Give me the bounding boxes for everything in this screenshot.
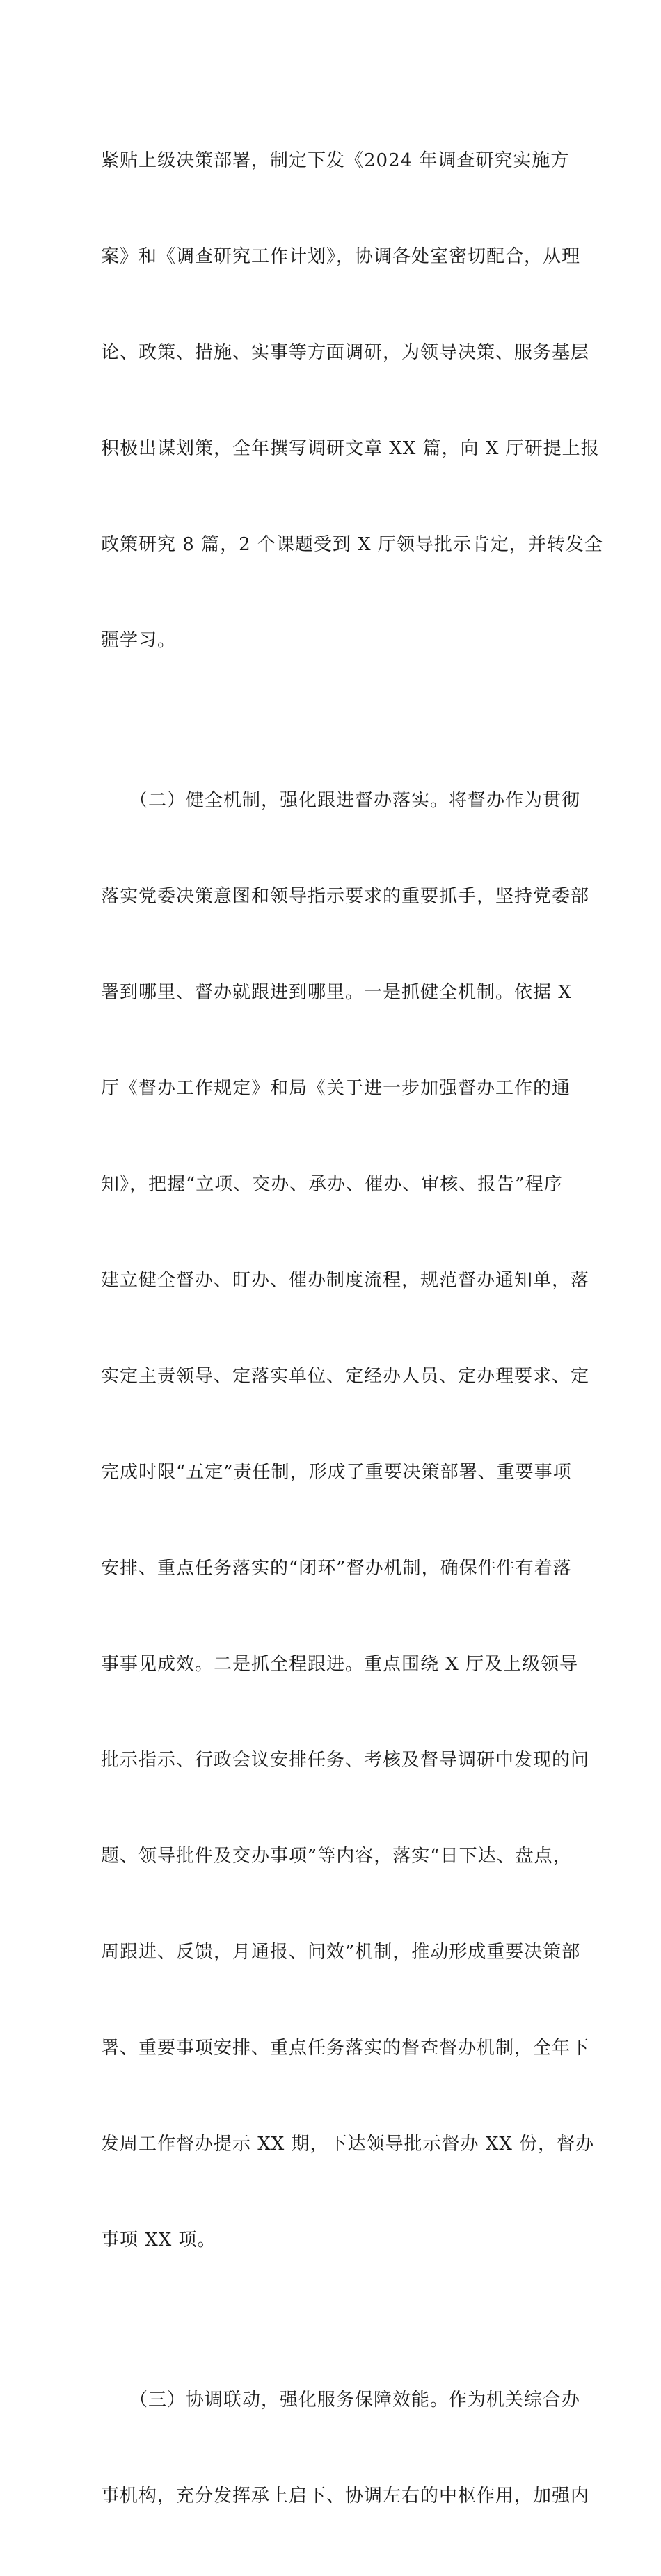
paragraph-research	[101, 81, 603, 721]
section-heading-line: （三）协调联动，强化服务保障效能。作为机关综合办	[101, 2390, 581, 2410]
text-line: 落实党委决策意图和领导指示要求的重要抓手，坚持党委部	[101, 886, 590, 907]
text-line: 疆学习。	[101, 630, 177, 651]
text-line: 紧贴上级决策部署，制定下发《2024 年调查研究实施方	[101, 150, 570, 171]
paragraph-supervision	[101, 721, 595, 2320]
text-line: 完成时限“五定”责任制，形成了重要决策部署、重要事项	[101, 1462, 572, 1483]
text-line: 署、重要事项安排、重点任务落实的督查督办机制，全年下	[101, 2038, 590, 2059]
text-line: 发周工作督办提示 XX 期，下达领导批示督办 XX 份，督办	[101, 2134, 595, 2155]
text-line: 案》和《调查研究工作计划》，协调各处室密切配合，从理	[101, 246, 581, 267]
text-line: 署到哪里、督办就跟进到哪里。一是抓健全机制。依据 X	[101, 982, 572, 1003]
paragraph-coordination	[101, 2320, 590, 2576]
text-line: 论、政策、措施、实事等方面调研，为领导决策、服务基层	[101, 342, 590, 363]
text-line: 安排、重点任务落实的“闭环”督办机制，确保件件有着落	[101, 1558, 572, 1579]
text-line: 事机构，充分发挥承上启下、协调左右的中枢作用，加强内	[101, 2486, 590, 2506]
text-line: 批示指示、行政会议安排任务、考核及督导调研中发现的问	[101, 1750, 590, 1771]
text-line: 事项 XX 项。	[101, 2230, 216, 2251]
text-line: 题、领导批件及交办事项”等内容，落实“日下达、盘点，	[101, 1846, 572, 1867]
text-line: 厅《督办工作规定》和局《关于进一步加强督办工作的通	[101, 1078, 571, 1099]
text-line: 周跟进、反馈，月通报、问效”机制，推动形成重要决策部	[101, 1942, 581, 1963]
text-line: 实定主责领导、定落实单位、定经办人员、定办理要求、定	[101, 1366, 590, 1387]
text-line: 积极出谋划策，全年撰写调研文章 XX 篇，向 X 厅研提上报	[101, 438, 600, 459]
document-body	[101, 81, 603, 2576]
text-line: 知》，把握“立项、交办、承办、催办、审核、报告”程序	[101, 1174, 563, 1195]
text-line: 事事见成效。二是抓全程跟进。重点围绕 X 厅及上级领导	[101, 1654, 579, 1675]
text-line: 政策研究 8 篇，2 个课题受到 X 厅领导批示肯定，并转发全	[101, 534, 603, 555]
section-heading-line: （二）健全机制，强化跟进督办落实。将督办作为贯彻	[101, 790, 581, 811]
text-line: 建立健全督办、盯办、催办制度流程，规范督办通知单，落	[101, 1270, 590, 1291]
